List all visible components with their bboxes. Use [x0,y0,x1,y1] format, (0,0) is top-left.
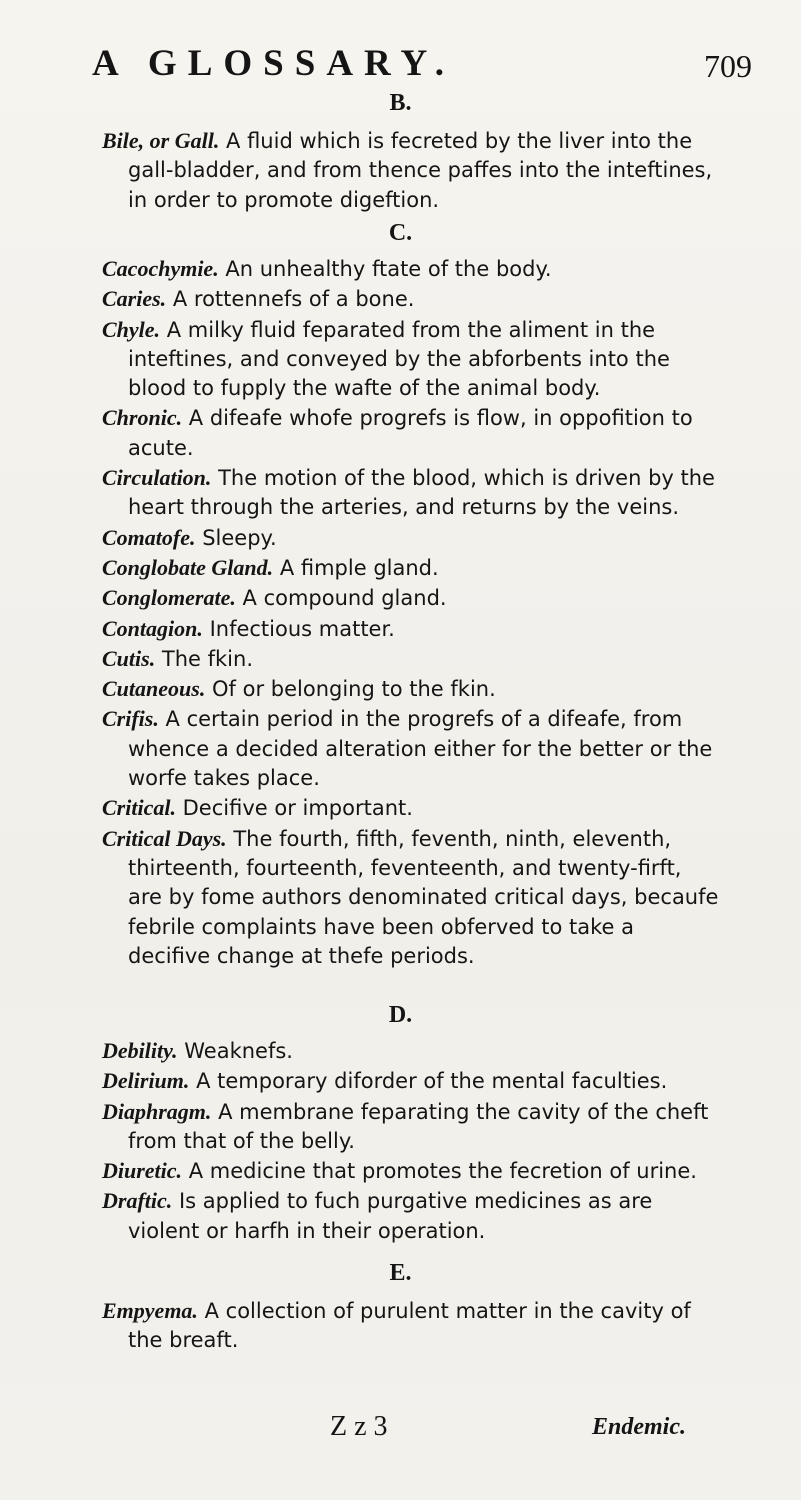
glossary-entry-crifis [102,704,722,793]
entry-definition: Weaknefs. [184,1039,293,1063]
glossary-entry-caries [102,284,722,314]
entry-definition: The fkin. [161,646,253,671]
entry-definition: The motion of the blood, which is driven by the heart through the arteries, and returns by the veins. [128,466,715,520]
entry-definition: A certain period in the progrefs of a difeafe, from whence a decided alteration either for the better or the worfe takes place. [128,707,713,791]
entry-term: Bile, or Gall. [102,128,220,153]
glossary-entry-delirium [102,1066,722,1096]
entry-definition: A collection of purulent matter in the cavity of the breaft. [128,1299,691,1353]
glossary-entry-bile [102,126,722,215]
catchword: Endemic. [592,1414,686,1440]
glossary-entry-conglobate-gland [102,553,722,583]
entry-definition: A rottennefs of a bone. [172,287,415,312]
glossary-entry-comatofe [102,523,722,553]
entry-term: Cacochymie. [102,256,219,281]
entry-term: Chronic. [102,405,183,431]
glossary-entry-diaphragm [102,1097,722,1157]
entry-term: Circulation. [102,465,212,491]
signature-mark: Z z 3 [330,1411,388,1442]
glossary-entry-critical [102,793,722,823]
glossary-entry-cacochymie [102,254,722,284]
entry-definition: A difeafe whofe progrefs is flow, in oppofition to acute. [128,406,693,460]
glossary-entry-circulation [102,463,722,523]
glossary-entry-contagion [102,614,722,644]
section-heading-e: E. [389,1260,412,1286]
entry-term: Cutaneous. [102,676,206,702]
glossary-entries-d [102,1036,722,1246]
section-heading-d: D. [388,1002,413,1028]
entry-definition: Infectious matter. [209,616,395,641]
glossary-entry-diuretic [102,1156,722,1186]
entry-definition: Decifive or important. [182,796,413,821]
glossary-entry-debility [102,1036,722,1066]
glossary-entries-c [102,254,722,971]
entry-term: Cutis. [102,645,156,671]
glossary-entry-cutis [102,644,722,674]
glossary-entry-critical-days [102,824,722,971]
entry-term: Contagion. [102,615,203,641]
entry-term: Empyema. [102,1298,198,1323]
page-header [92,42,752,92]
entry-term: Caries. [102,286,167,312]
entry-definition: A fluid which is fecreted by the liver into the gall-bladder, and from thence paffes into the inteftines, in order to promote digeftion. [128,129,713,212]
entry-definition: Is applied to fuch purgative medicines as are violent or harfh in their operation. [128,1189,653,1243]
entry-term: Delirium. [102,1068,190,1094]
page-number: 709 [704,48,752,84]
entry-definition: Of or belonging to the fkin. [212,677,496,702]
glossary-entry-chyle [102,315,722,404]
running-title: A GLOSSARY. [92,43,456,84]
glossary-entry-chronic [102,403,722,463]
glossary-entry-draftic [102,1186,722,1246]
entry-definition: A temporary diforder of the mental faculties. [196,1069,668,1094]
entry-definition: Sleepy. [202,525,277,550]
entry-term: Crifis. [102,706,159,732]
glossary-entry-empyema [102,1296,722,1356]
glossary-entry-conglomerate [102,583,722,613]
entry-term: Critical Days. [102,825,227,851]
entry-term: Conglomerate. [102,585,236,611]
entry-definition: A milky fluid feparated from the aliment in the inteftines, and conveyed by the abforbents into the blood to fupply the wafte of the animal body. [128,317,670,401]
entry-definition: A fimple gland. [279,555,439,580]
entry-term: Diaphragm. [102,1098,212,1124]
entry-definition: An unhealthy ftate of the body. [225,257,552,281]
entry-term: Conglobate Gland. [102,554,274,580]
entry-term: Diuretic. [102,1158,183,1184]
entry-term: Debility. [102,1038,178,1063]
glossary-entry-cutaneous [102,674,722,704]
section-heading-c: C. [388,220,413,246]
entry-definition: A membrane feparating the cavity of the cheft from that of the belly. [128,1099,709,1153]
entry-term: Chyle. [102,316,161,342]
entry-term: Comatofe. [102,524,196,550]
page-footer [0,1410,801,1450]
entry-term: Draftic. [102,1188,173,1214]
entry-definition: The fourth, fifth, feventh, ninth, eleventh, thirteenth, fourteenth, feventeenth, and twenty-firft, are by fome authors denominated critical days, becaufe febrile complaints have been obferved to take a decifive change at thefe periods. [128,826,719,968]
entry-definition: A compound gland. [242,586,447,611]
entry-definition: A medicine that promotes the fecretion of urine. [188,1159,697,1184]
section-heading-b: B. [389,90,412,116]
entry-term: Critical. [102,795,176,821]
